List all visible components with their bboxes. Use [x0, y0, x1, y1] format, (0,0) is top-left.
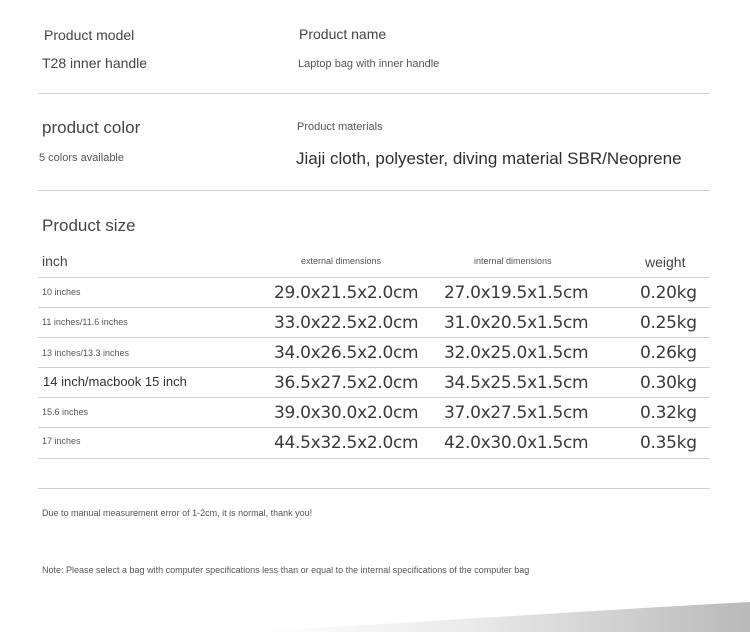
product-color-value: 5 colors available [39, 152, 124, 164]
measurement-error-note: Due to manual measurement error of 1-2cm, it is normal, thank you! [42, 508, 313, 518]
table-divider [38, 397, 710, 398]
table-divider [38, 277, 710, 278]
row-external: 34.0x26.5x2.0cm [274, 343, 419, 363]
row-size: 17 inches [42, 436, 81, 446]
divider [38, 488, 710, 489]
row-internal: 27.0x19.5x1.5cm [444, 283, 589, 303]
row-internal: 32.0x25.0x1.5cm [444, 343, 589, 363]
product-materials-label: Product materials [297, 121, 383, 133]
row-size: 15.6 inches [42, 407, 89, 417]
row-size: 14 inch/macbook 15 inch [43, 374, 187, 389]
product-color-label: product color [42, 118, 141, 137]
divider [38, 93, 710, 94]
row-weight: 0.25kg [640, 313, 697, 333]
row-internal: 34.5x25.5x1.5cm [444, 373, 589, 393]
product-materials-value: Jiaji cloth, polyester, diving material SBR/Neoprene [296, 149, 682, 168]
product-name-label: Product name [299, 26, 387, 42]
table-divider [38, 307, 710, 308]
row-internal: 31.0x20.5x1.5cm [444, 313, 589, 333]
table-divider [38, 427, 710, 428]
row-external: 39.0x30.0x2.0cm [274, 403, 419, 423]
row-size: 13 inches/13.3 inches [42, 348, 130, 358]
product-size-title: Product size [42, 216, 136, 235]
row-weight: 0.35kg [640, 433, 697, 453]
divider [38, 190, 710, 191]
row-internal: 42.0x30.0x1.5cm [444, 433, 589, 453]
selection-note: Note: Please select a bag with computer specifications less than or equal to the internal specifications of the computer bag [42, 565, 530, 575]
row-size: 10 inches [42, 287, 81, 297]
row-weight: 0.30kg [640, 373, 697, 393]
header-inch: inch [42, 253, 68, 269]
header-internal-dimensions: internal dimensions [474, 256, 552, 266]
row-external: 44.5x32.5x2.0cm [274, 433, 419, 453]
row-size: 11 inches/11.6 inches [42, 317, 128, 327]
table-divider [38, 458, 710, 459]
product-name-value: Laptop bag with inner handle [298, 58, 440, 70]
table-divider [38, 337, 710, 338]
row-internal: 37.0x27.5x1.5cm [444, 403, 589, 423]
header-external-dimensions: external dimensions [301, 256, 382, 266]
row-weight: 0.20kg [640, 283, 697, 303]
row-external: 33.0x22.5x2.0cm [274, 313, 419, 333]
row-weight: 0.26kg [640, 343, 697, 363]
product-model-label: Product model [44, 27, 135, 43]
row-weight: 0.32kg [640, 403, 697, 423]
row-external: 36.5x27.5x2.0cm [274, 373, 419, 393]
row-external: 29.0x21.5x2.0cm [274, 283, 419, 303]
product-model-value: T28 inner handle [42, 55, 148, 71]
table-divider [38, 367, 710, 368]
header-weight: weight [645, 254, 686, 270]
decorative-swoosh [0, 592, 750, 632]
